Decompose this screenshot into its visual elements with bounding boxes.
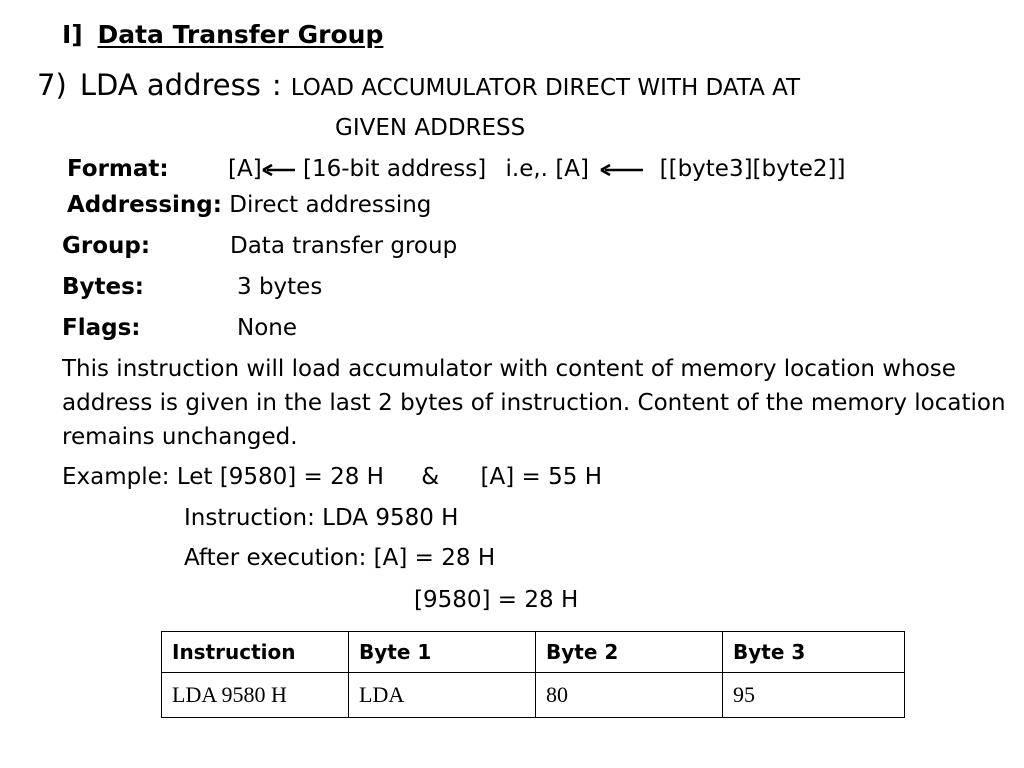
left-arrow-icon: [600, 157, 644, 183]
table-header-cell: Instruction: [162, 632, 349, 673]
table-cell: LDA 9580 H: [162, 673, 349, 718]
example-memory-result: [9580] = 28 H: [414, 587, 579, 613]
example-line1: [62, 464, 602, 490]
format-label: Format:: [67, 156, 169, 182]
explanation-paragraph: This instruction will load accumulator with content of memory location whose address is given in the last 2 bytes of instruction. Content of the memory location remains unchanged.: [62, 356, 1006, 450]
instruction-colon: :: [271, 68, 282, 102]
instruction-format-table: [161, 631, 905, 718]
format-lhs: [A]: [228, 156, 262, 182]
instruction-mnemonic: LDA address: [79, 68, 261, 102]
example-text: Example: Let [9580] = 28 H: [62, 464, 384, 490]
format-expression: [228, 156, 846, 183]
table-header-cell: Byte 3: [723, 632, 905, 673]
format-lhs2: [A]: [555, 156, 589, 182]
bytes-line: [62, 274, 144, 300]
instruction-title: [37, 68, 800, 102]
example-instruction: Instruction: LDA 9580 H: [184, 505, 459, 531]
table-header-row: [162, 632, 905, 673]
bytes-label: Bytes:: [62, 274, 145, 300]
example-after-execution: After execution: [A] = 28 H: [184, 545, 496, 571]
flags-value: None: [237, 315, 298, 341]
format-rhs2: [[byte3][byte2]]: [659, 156, 846, 182]
example-a-value: [A] = 55 H: [480, 464, 602, 490]
left-arrow-icon: [262, 157, 296, 183]
format-rhs: [16-bit address]: [303, 156, 487, 182]
group-line: [62, 233, 150, 259]
example-ampersand: &: [421, 464, 440, 490]
table-cell: 95: [723, 673, 905, 718]
section-prefix: I]: [62, 20, 83, 49]
instruction-number: 7): [37, 68, 67, 102]
section-title: Data Transfer Group: [97, 20, 384, 49]
table-header-cell: Byte 2: [536, 632, 723, 673]
table-header-cell: Byte 1: [349, 632, 536, 673]
addressing-line: [67, 192, 431, 218]
instruction-description-line2: GIVEN ADDRESS: [335, 115, 526, 141]
flags-line: [62, 315, 140, 341]
addressing-value: Direct addressing: [229, 192, 432, 218]
addressing-label: Addressing:: [67, 192, 222, 218]
bytes-value: 3 bytes: [237, 274, 323, 300]
format-ie: i.e,.: [505, 156, 548, 182]
table-row: [162, 673, 905, 718]
format-line: [67, 156, 169, 182]
table-cell: LDA: [349, 673, 536, 718]
section-heading: [62, 20, 383, 49]
group-label: Group:: [62, 233, 151, 259]
flags-label: Flags:: [62, 315, 141, 341]
group-value: Data transfer group: [230, 233, 458, 259]
instruction-description-line1: LOAD ACCUMULATOR DIRECT WITH DATA AT: [290, 75, 801, 101]
table-cell: 80: [536, 673, 723, 718]
